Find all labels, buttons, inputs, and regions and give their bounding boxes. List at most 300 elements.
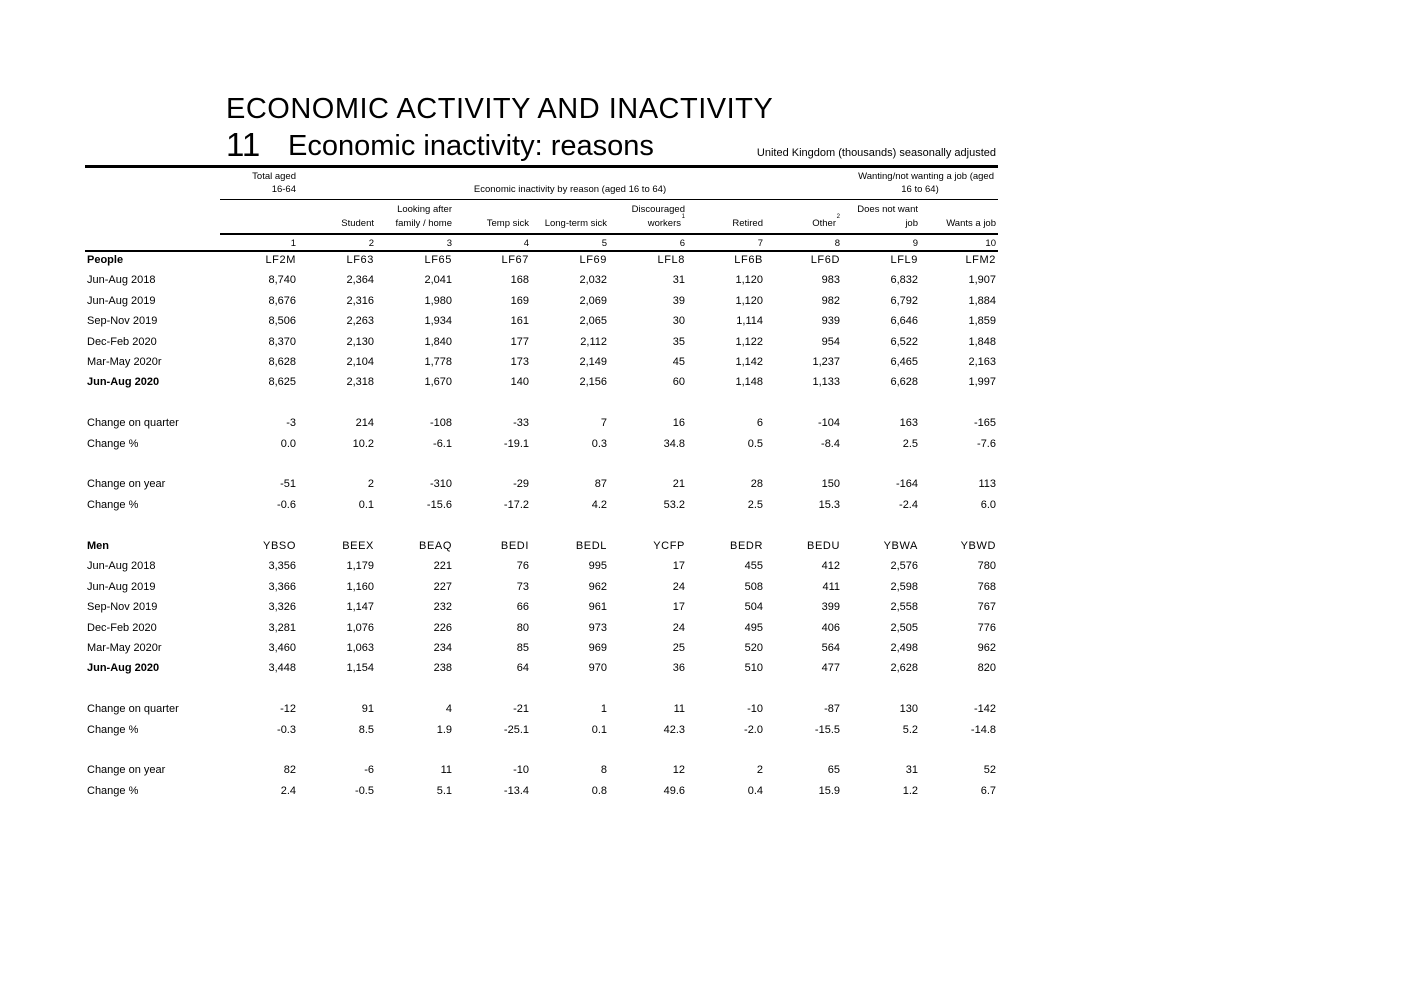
table-cell: 150	[821, 478, 840, 491]
table-cell: -142	[973, 703, 996, 716]
row-label: Mar-May 2020r	[87, 642, 162, 654]
column-header-line2: Retired	[732, 218, 763, 229]
table-cell: 2,112	[580, 335, 607, 348]
table-cell: 25	[672, 642, 685, 654]
row-label: Change on quarter	[87, 703, 179, 716]
table-cell: 780	[977, 560, 996, 573]
table-cell: 5.2	[902, 723, 918, 736]
row-label: Change %	[87, 723, 139, 736]
series-code: BEDL	[575, 540, 607, 552]
table-number: 11	[226, 126, 261, 163]
table-cell: 65	[827, 764, 840, 777]
column-header-line2: Long-term sick	[544, 218, 607, 229]
series-code: LF69	[579, 254, 607, 266]
footnote-marker: 2	[836, 214, 840, 220]
table-cell: 31	[905, 764, 918, 777]
table-cell: 6.7	[980, 784, 996, 797]
column-header-rule	[220, 233, 998, 235]
table-cell: 2,163	[968, 356, 996, 368]
table-row	[0, 560, 1403, 580]
table-cell: 42.3	[663, 723, 685, 736]
header-group-want-line1: Wanting/not wanting a job (aged	[858, 171, 994, 182]
table-cell: 399	[821, 601, 840, 614]
table-cell: 2,149	[579, 356, 607, 368]
table-cell: 24	[672, 580, 685, 593]
table-cell: 477	[821, 662, 840, 675]
series-code: YBWD	[960, 540, 996, 552]
table-row	[0, 336, 1403, 356]
table-cell: 234	[433, 642, 452, 654]
table-cell: 1,114	[736, 315, 763, 328]
table-cell: 2,041	[424, 274, 452, 287]
series-code: LF2M	[265, 254, 296, 266]
column-number: 7	[757, 238, 763, 249]
table-cell: 768	[977, 580, 996, 593]
table-cell: 0.3	[591, 437, 607, 450]
section-header-row	[0, 254, 1403, 274]
series-code: YBSO	[263, 540, 296, 552]
table-cell: 970	[588, 662, 607, 675]
series-code: LF6D	[810, 254, 840, 266]
table-cell: -2.0	[744, 723, 763, 736]
table-cell: 3,366	[268, 580, 296, 593]
table-cell: 21	[672, 478, 685, 491]
row-label: Men	[87, 540, 109, 552]
table-cell: 0.0	[280, 437, 296, 450]
column-header-line1: Looking after	[397, 204, 452, 215]
table-cell: 0.8	[591, 784, 607, 797]
table-cell: 11	[673, 703, 685, 716]
table-row	[0, 295, 1403, 315]
table-cell: 64	[516, 662, 529, 675]
column-header-line2: family / home	[395, 218, 452, 229]
table-cell: -0.5	[355, 784, 374, 797]
table-cell: 8,370	[268, 335, 296, 348]
table-cell: -15.5	[814, 723, 840, 736]
table-cell: -10	[513, 764, 529, 777]
table-cell: 60	[672, 376, 685, 389]
table-cell: 1,840	[424, 335, 452, 348]
column-header-line1: Does not want	[857, 204, 918, 215]
table-cell: 226	[433, 621, 452, 634]
change-row	[0, 438, 1403, 458]
table-cell: 1,934	[424, 315, 452, 328]
table-cell: 163	[899, 417, 918, 430]
row-label: Dec-Feb 2020	[87, 335, 157, 348]
table-cell: 1	[600, 703, 607, 716]
change-row	[0, 703, 1403, 723]
table-cell: 1,142	[735, 356, 763, 368]
table-cell: 1,237	[812, 356, 840, 368]
table-cell: 2,598	[890, 580, 918, 593]
table-cell: -8.4	[821, 437, 840, 450]
table-cell: 45	[672, 356, 685, 368]
column-header-line1: Discouraged	[631, 204, 685, 215]
table-cell: 24	[672, 621, 685, 634]
table-cell: 962	[977, 642, 996, 654]
column-number: 2	[368, 238, 374, 249]
table-cell: 11	[440, 764, 452, 777]
column-header-line2: job	[905, 218, 918, 229]
row-label: Jun-Aug 2020	[87, 662, 160, 675]
table-cell: 4.2	[591, 498, 607, 511]
table-cell: 2,318	[346, 376, 374, 389]
table-cell: 520	[744, 642, 763, 654]
table-cell: 8,625	[268, 376, 296, 389]
table-cell: 15.3	[818, 498, 840, 511]
table-cell: 28	[750, 478, 763, 491]
header-group-reason: Economic inactivity by reason (aged 16 to 64)	[473, 184, 667, 195]
table-cell: 6,832	[890, 274, 918, 287]
table-row	[0, 622, 1403, 642]
table-cell: 66	[516, 601, 529, 614]
table-cell: -15.6	[426, 498, 452, 511]
table-cell: 2,263	[346, 315, 374, 328]
table-cell: 76	[516, 560, 529, 573]
table-cell: 140	[510, 376, 529, 389]
table-cell: 2	[756, 764, 763, 777]
change-row	[0, 417, 1403, 437]
table-cell: 2,364	[346, 274, 374, 287]
series-code: LF63	[346, 254, 374, 266]
table-cell: 91	[361, 703, 374, 716]
row-label: Change %	[87, 498, 139, 511]
table-cell: 214	[355, 417, 374, 430]
group-header-rule	[220, 199, 998, 200]
row-label: Change on year	[87, 478, 166, 491]
table-cell: -0.3	[277, 723, 296, 736]
table-cell: 169	[510, 294, 529, 307]
table-cell: 495	[744, 621, 763, 634]
table-cell: 161	[510, 315, 529, 328]
table-cell: 983	[821, 274, 840, 287]
table-cell: -33	[513, 417, 529, 430]
table-cell: -2.4	[899, 498, 918, 511]
table-cell: 30	[672, 315, 685, 328]
table-cell: 412	[821, 560, 840, 573]
table-cell: 2,498	[890, 642, 918, 654]
table-cell: 35	[672, 335, 685, 348]
table-cell: -165	[973, 417, 996, 430]
table-cell: 2,032	[579, 274, 607, 287]
top-rule	[85, 165, 998, 168]
table-cell: 455	[744, 560, 763, 573]
table-cell: 510	[744, 662, 763, 675]
table-row	[0, 315, 1403, 335]
table-cell: 504	[744, 601, 763, 614]
table-cell: 1,884	[968, 294, 996, 307]
column-number: 3	[446, 238, 452, 249]
table-cell: -13.4	[503, 784, 529, 797]
column-header-line2: Wants a job	[946, 218, 996, 229]
table-cell: 3,281	[268, 621, 296, 634]
series-code: LF6B	[734, 254, 763, 266]
table-cell: 221	[433, 560, 452, 573]
table-cell: 1,980	[424, 294, 452, 307]
header-total-line2: 16-64	[271, 184, 296, 195]
table-cell: -164	[895, 478, 918, 491]
series-code: BEDR	[730, 540, 763, 552]
table-cell: 173	[510, 356, 529, 368]
table-cell: 8,628	[268, 356, 296, 368]
change-row	[0, 478, 1403, 498]
table-cell: 2	[367, 478, 374, 491]
column-number: 10	[985, 238, 996, 249]
table-cell: 962	[588, 580, 607, 593]
series-code: BEDU	[807, 540, 840, 552]
table-cell: 6,522	[890, 335, 918, 348]
table-cell: 2.5	[902, 437, 918, 450]
table-cell: 7	[600, 417, 607, 430]
table-cell: 15.9	[818, 784, 840, 797]
table-cell: 73	[516, 580, 529, 593]
table-cell: 2,130	[346, 335, 374, 348]
table-cell: 2.4	[280, 784, 296, 797]
table-cell: 6,646	[890, 315, 918, 328]
table-cell: -12	[280, 703, 296, 716]
series-code: LFM2	[965, 254, 996, 266]
table-cell: 3,460	[268, 642, 296, 654]
table-cell: 17	[672, 560, 685, 573]
table-cell: 2,505	[890, 621, 918, 634]
table-cell: -87	[824, 703, 840, 716]
row-label: Jun-Aug 2020	[87, 376, 160, 389]
table-cell: 177	[510, 335, 529, 348]
table-cell: 776	[977, 621, 996, 634]
table-cell: 36	[672, 662, 685, 675]
table-cell: 1,063	[346, 642, 374, 654]
table-cell: 238	[433, 662, 452, 675]
table-cell: -14.8	[970, 723, 996, 736]
change-row	[0, 764, 1403, 784]
table-cell: 1,859	[968, 315, 996, 328]
table-cell: 8.5	[358, 723, 374, 736]
column-header-line2: workers	[647, 218, 681, 229]
table-cell: 1,179	[346, 560, 374, 573]
table-row	[0, 274, 1403, 294]
table-cell: -51	[280, 478, 296, 491]
row-label: Jun-Aug 2019	[87, 580, 156, 593]
table-cell: 31	[672, 274, 685, 287]
table-cell: -17.2	[503, 498, 529, 511]
table-cell: 49.6	[663, 784, 685, 797]
table-cell: 2.5	[747, 498, 763, 511]
table-cell: -29	[513, 478, 529, 491]
table-cell: 2,576	[890, 560, 918, 573]
table-cell: 2,628	[890, 662, 918, 675]
row-label: Mar-May 2020r	[87, 356, 162, 368]
table-cell: 0.5	[747, 437, 763, 450]
table-cell: 39	[672, 294, 685, 307]
table-cell: 982	[821, 294, 840, 307]
table-cell: 80	[516, 621, 529, 634]
table-cell: 52	[983, 764, 996, 777]
table-cell: 82	[283, 764, 296, 777]
column-number: 8	[834, 238, 840, 249]
table-cell: 8,740	[268, 274, 296, 287]
row-label: Change %	[87, 437, 139, 450]
table-cell: 8,676	[268, 294, 296, 307]
row-label: Sep-Nov 2019	[87, 315, 158, 328]
table-cell: 168	[510, 274, 529, 287]
table-cell: 0.1	[591, 723, 607, 736]
table-cell: 3,356	[268, 560, 296, 573]
table-cell: 767	[977, 601, 996, 614]
row-label: Dec-Feb 2020	[87, 621, 157, 634]
table-cell: 113	[978, 478, 996, 491]
table-cell: 1,122	[735, 335, 763, 348]
column-number: 6	[679, 238, 685, 249]
series-code: BEAQ	[419, 540, 452, 552]
table-cell: 1,160	[346, 580, 374, 593]
row-label: Change on year	[87, 764, 166, 777]
column-number: 4	[523, 238, 529, 249]
table-cell: 12	[672, 764, 685, 777]
table-cell: 10.2	[352, 437, 374, 450]
table-cell: 87	[594, 478, 607, 491]
series-code: LF65	[424, 254, 452, 266]
table-cell: 6,465	[890, 356, 918, 368]
table-cell: 2,069	[579, 294, 607, 307]
table-cell: 508	[744, 580, 763, 593]
section-header-row	[0, 540, 1403, 560]
row-label: Sep-Nov 2019	[87, 601, 158, 614]
table-cell: 6	[756, 417, 763, 430]
table-subtitle: United Kingdom (thousands) seasonally adjusted	[756, 147, 996, 159]
table-cell: 2,558	[890, 601, 918, 614]
column-header-line2: Student	[341, 218, 374, 229]
table-cell: 16	[672, 417, 685, 430]
series-code: YCFP	[653, 540, 685, 552]
table-cell: -10	[747, 703, 763, 716]
table-cell: 1.2	[902, 784, 918, 797]
table-cell: 0.1	[358, 498, 374, 511]
table-cell: 411	[822, 580, 840, 593]
table-cell: -6	[364, 764, 374, 777]
table-row	[0, 581, 1403, 601]
table-row	[0, 356, 1403, 376]
table-cell: -108	[429, 417, 452, 430]
table-cell: 1,670	[424, 376, 452, 389]
table-cell: 2,065	[579, 315, 607, 328]
table-cell: 8	[600, 764, 607, 777]
table-row	[0, 376, 1403, 396]
table-cell: 2,156	[579, 376, 607, 389]
table-cell: 1,997	[968, 376, 996, 389]
change-row	[0, 499, 1403, 519]
table-cell: 53.2	[663, 498, 685, 511]
table-cell: 1,154	[346, 662, 374, 675]
table-cell: 564	[821, 642, 840, 654]
table-cell: 1,907	[968, 274, 996, 287]
table-cell: 3,448	[268, 662, 296, 675]
column-header-line2: Other	[812, 218, 836, 229]
table-cell: -6.1	[433, 437, 452, 450]
table-cell: 6.0	[980, 498, 996, 511]
table-cell: 406	[821, 621, 840, 634]
table-cell: -7.6	[977, 437, 996, 450]
row-label: Change %	[87, 784, 139, 797]
table-cell: 973	[588, 621, 607, 634]
table-cell: 1,147	[346, 601, 374, 614]
column-number: 5	[601, 238, 607, 249]
table-cell: 995	[588, 560, 607, 573]
table-cell: -3	[286, 417, 296, 430]
table-cell: -310	[429, 478, 452, 491]
column-number-rule	[85, 250, 998, 252]
table-cell: 939	[821, 315, 840, 328]
column-number: 9	[912, 238, 918, 249]
table-cell: 232	[433, 601, 452, 614]
table-cell: 1,148	[735, 376, 763, 389]
table-cell: 8,506	[268, 315, 296, 328]
table-cell: 969	[588, 642, 607, 654]
table-cell: 17	[672, 601, 685, 614]
section-title: ECONOMIC ACTIVITY AND INACTIVITY	[226, 93, 774, 125]
column-header-line2: Temp sick	[486, 218, 529, 229]
table-row	[0, 601, 1403, 621]
table-cell: 2,316	[346, 294, 374, 307]
table-cell: 1.9	[436, 723, 452, 736]
footnote-marker: 1	[681, 214, 685, 220]
table-cell: 954	[821, 335, 840, 348]
table-cell: 1,120	[735, 294, 763, 307]
change-row	[0, 785, 1403, 805]
header-total-line1: Total aged	[252, 171, 296, 182]
row-label: Change on quarter	[87, 417, 179, 430]
table-cell: 85	[516, 642, 529, 654]
table-cell: 6,792	[890, 294, 918, 307]
series-code: BEEX	[342, 540, 374, 552]
table-row	[0, 662, 1403, 682]
table-cell: 6,628	[890, 376, 918, 389]
table-cell: -104	[817, 417, 840, 430]
table-cell: 2,104	[346, 356, 374, 368]
row-label: People	[87, 254, 124, 266]
series-code: LF67	[501, 254, 529, 266]
table-row	[0, 642, 1403, 662]
table-cell: -19.1	[503, 437, 529, 450]
table-cell: 130	[899, 703, 918, 716]
table-cell: -0.6	[277, 498, 296, 511]
table-cell: 227	[433, 580, 452, 593]
table-cell: 1,848	[968, 335, 996, 348]
row-label: Jun-Aug 2018	[87, 560, 156, 573]
column-number: 1	[290, 238, 296, 249]
table-cell: 34.8	[663, 437, 685, 450]
table-cell: 820	[977, 662, 996, 675]
table-cell: 3,326	[268, 601, 296, 614]
row-label: Jun-Aug 2018	[87, 274, 156, 287]
table-cell: 4	[445, 703, 452, 716]
header-group-want-line2: 16 to 64)	[901, 184, 939, 195]
series-code: BEDI	[500, 540, 529, 552]
table-cell: 1,778	[424, 356, 452, 368]
table-cell: 1,076	[346, 621, 374, 634]
table-title: Economic inactivity: reasons	[288, 130, 654, 162]
table-cell: 1,133	[812, 376, 840, 389]
series-code: LFL8	[657, 254, 685, 266]
table-cell: 0.4	[747, 784, 763, 797]
table-cell: -21	[513, 703, 529, 716]
series-code: YBWA	[883, 540, 918, 552]
change-row	[0, 724, 1403, 744]
table-cell: -25.1	[503, 723, 529, 736]
series-code: LFL9	[890, 254, 918, 266]
table-cell: 961	[588, 601, 607, 614]
table-cell: 5.1	[436, 784, 452, 797]
row-label: Jun-Aug 2019	[87, 294, 156, 307]
